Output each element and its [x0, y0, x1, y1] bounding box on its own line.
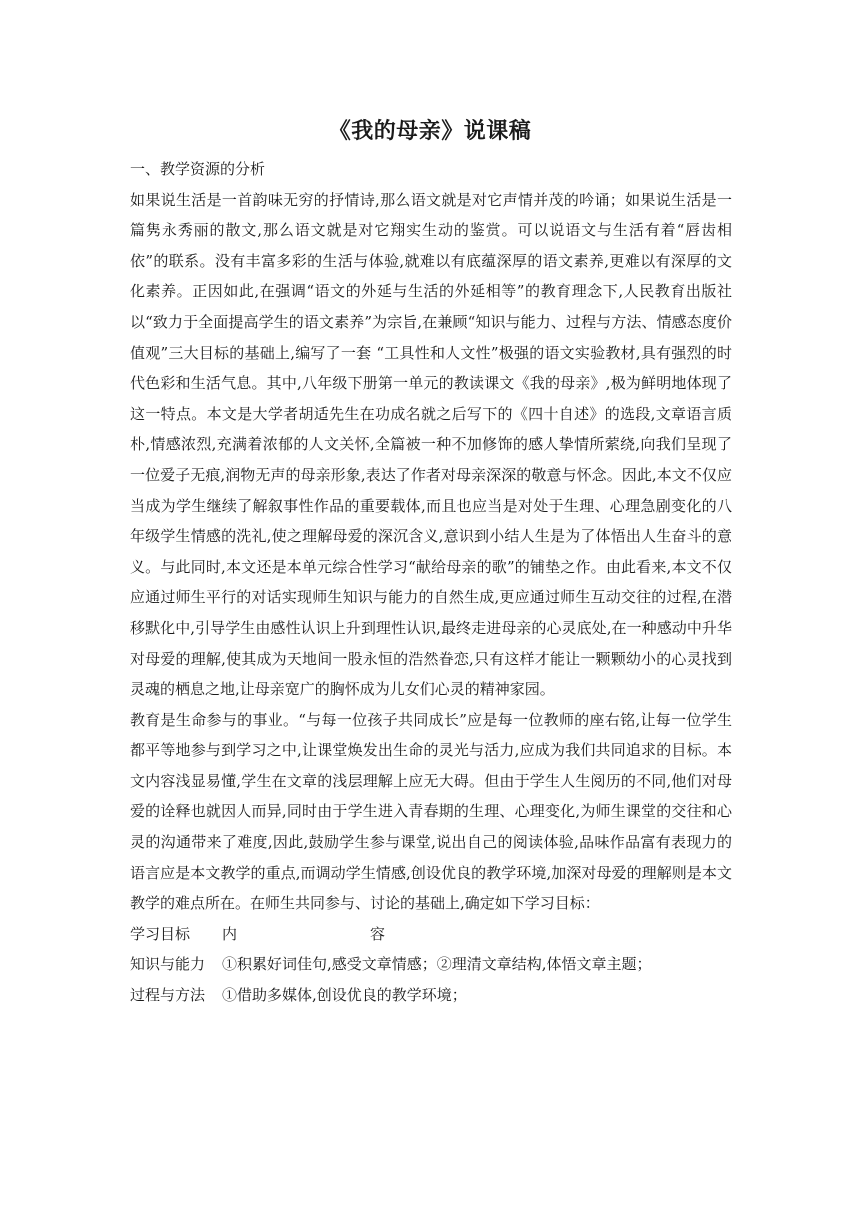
objectives-header-col1: 学习目标 — [130, 924, 191, 943]
objectives-header-col3: 容 — [370, 924, 386, 943]
objective-row — [130, 949, 732, 980]
objectives-header — [130, 919, 732, 950]
objective-row — [130, 980, 732, 1011]
objective-text: ①积累好词佳句,感受文章情感；②理清文章结构,体悟文章主题； — [222, 955, 652, 974]
section-heading: 一、教学资源的分析 — [130, 160, 266, 178]
paragraph-education-participation: 教育是生命参与的事业。“与每一位孩子共同成长”应是每一位教师的座右铭,让每一位学生都平等地参与到学习之中,让课堂焕发出生命的灵光与活力,应成为我们共同追求的目标。本文内容浅显易懂,学生在文章的浅层理解上应无大碍。但由于学生人生阅历的不同,他们对母爱的诠释也就因人而异,同时由于学生进入青春期的生理、心理变化,为师生课堂的交往和心灵的沟通带来了难度,因此,鼓励学生参与课堂,说出自己的阅读体验,品味作品富有表现力的语言应是本文教学的重点,而调动学生情感,创设优良的教学环境,加深对母爱的理解则是本文教学的难点所在。在师生共同参与、讨论的基础上,确定如下学习目标： — [130, 710, 732, 913]
objectives-header-col2: 内 — [222, 924, 238, 943]
document-body — [130, 154, 732, 1011]
objective-label: 过程与方法 — [130, 986, 206, 1005]
document-title: 《我的母亲》说课稿 — [328, 119, 532, 144]
objective-label: 知识与能力 — [130, 955, 206, 974]
objective-text: ①借助多媒体,创设优良的教学环境； — [222, 986, 467, 1005]
learning-objectives — [130, 919, 732, 1011]
paragraph-resource-analysis: 如果说生活是一首韵味无穷的抒情诗,那么语文就是对它声情并茂的吟诵；如果说生活是一篇隽永秀丽的散文,那么语文就是对它翔实生动的鉴赏。可以说语文与生活有着“唇齿相依”的联系。没有丰富多彩的生活与体验,就难以有底蕴深厚的语文素养,更难以有深厚的文化素养。正因如此,在强调“语文的外延与生活的外延相等”的教育理念下,人民教育出版社以“致力于全面提高学生的语文素养”为宗旨,在兼顾“知识与能力、过程与方法、情感态度价值观”三大目标的基础上,编写了一套 “工具性和人文性”极强的语文实验教材,具有强烈的时代色彩和生活气息。其中,八年级下册第一单元的教读课文《我的母亲》,极为鲜明地体现了这一特点。本文是大学者胡适先生在功成名就之后写下的《四十自述》的选段,文章语言质朴,情感浓烈,充满着浓郁的人文关怀,全篇被一种不加修饰的感人挚情所萦绕,向我们呈现了一位爱子无痕,润物无声的母亲形象,表达了作者对母亲深深的敬意与怀念。因此,本文不仅应当成为学生继续了解叙事性作品的重要载体,而且也应当是对处于生理、心理急剧变化的八年级学生情感的洗礼,使之理解母爱的深沉含义,意识到小结人生是为了体悟出人生奋斗的意义。与此同时,本文还是本单元综合性学习“献给母亲的歌”的铺垫之作。由此看来,本文不仅应通过师生平行的对话实现师生知识与能力的自然生成,更应通过师生互动交往的过程,在潜移默化中,引导学生由感性认识上升到理性认识,最终走进母亲的心灵底处,在一种感动中升华对母爱的理解,使其成为天地间一股永恒的浩然眷恋,只有这样才能让一颗颗幼小的心灵找到灵魂的栖息之地,让母亲宽广的胸怀成为儿女们心灵的精神家园。 — [130, 190, 732, 699]
